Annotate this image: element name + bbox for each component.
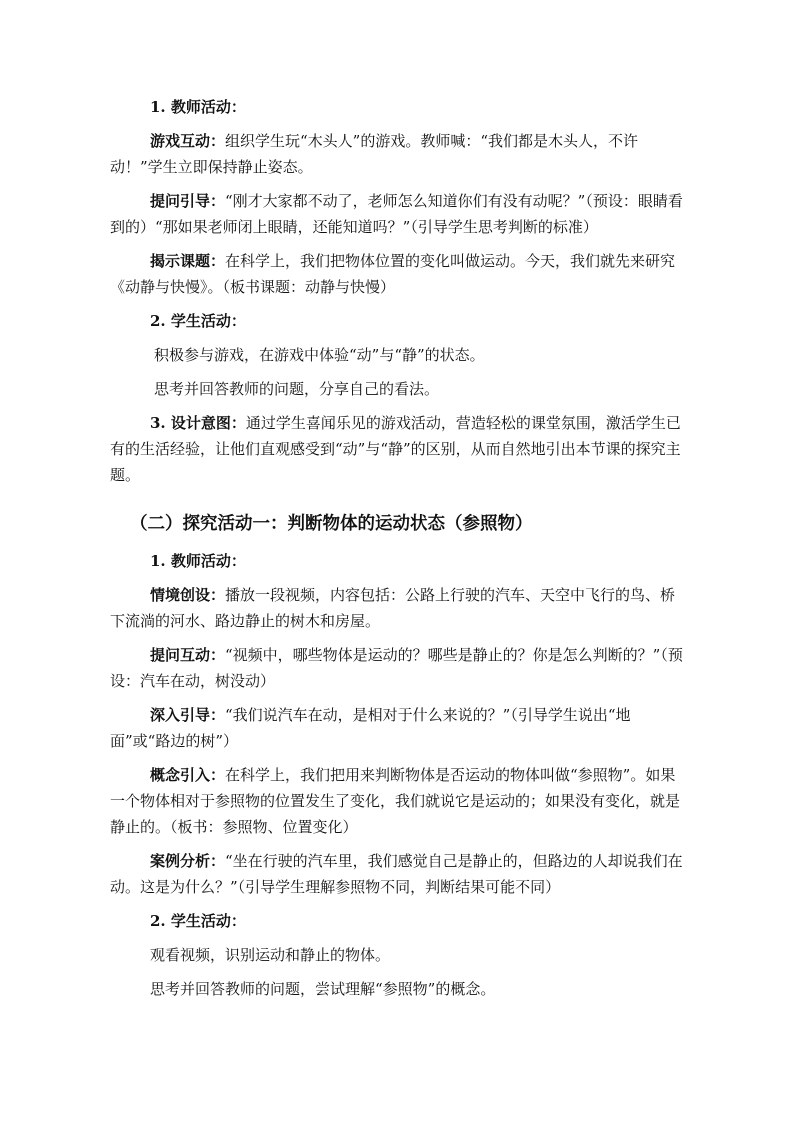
paragraph-deep-guide [110,702,688,754]
paragraph-text: 通过学生喜闻乐见的游戏活动，营造轻松的课堂氛围，激活学生已有的生活经验，让他们直观感受到“动”与“静”的区别，从而自然地引出本节课的探究主题。 [110,414,681,484]
paragraph-design-intent [110,410,688,488]
student-activity-heading [110,908,688,934]
paragraph-label: 提问引导： [150,192,226,210]
paragraph-text: “坐在行驶的汽车里，我们感觉自己是静止的，但路边的人却说我们在动。这是为什么？”（引导学生理解参照物不同，判断结果可能不同） [110,852,683,896]
student-activity-item: 积极参与游戏，在游戏中体验“动”与“静”的状态。 [154,346,485,364]
paragraph-text: 组织学生玩“木头人”的游戏。教师喊：“我们都是木头人，不许动！”学生立即保持静止姿态。 [110,132,639,176]
student-activity-item: 思考并回答教师的问题，尝试理解“参照物”的概念。 [150,980,496,998]
student-activity-item: 思考并回答教师的问题，分享自己的看法。 [154,380,440,398]
paragraph-reveal-topic [110,248,688,300]
paragraph-case-analysis [110,848,688,900]
section-title: （二）探究活动一：判断物体的运动状态（参照物） [130,514,533,534]
paragraph-scenario [110,582,688,634]
paragraph-text: 在科学上，我们把用来判断物体是否运动的物体叫做“参照物”。如果一个物体相对于参照物的位置发生了变化，我们就说它是运动的；如果没有变化，就是静止的。（板书：参照物、位置变化） [110,766,681,836]
paragraph-text: “视频中，哪些物体是运动的？哪些是静止的？你是怎么判断的？”（预设：汽车在动，树没动） [110,646,683,690]
teacher-activity-heading [110,94,688,120]
student-activity-item: 观看视频，识别运动和静止的物体。 [150,946,391,964]
paragraph-label: 提问互动： [150,646,226,664]
paragraph-text: “刚才大家都不动了，老师怎么知道你们有没有动呢？”（预设：眼睛看到的）“那如果老师闭上眼睛，还能知道吗？”（引导学生思考判断的标准） [110,192,683,236]
paragraph-question-interaction [110,642,688,694]
heading-text: 2. 学生活动： [150,312,246,330]
paragraph-label: 游戏互动： [150,132,226,150]
paragraph-concept-intro [110,762,688,840]
paragraph-text: 播放一段视频，内容包括：公路上行驶的汽车、天空中飞行的鸟、桥下流淌的河水、路边静止的树木和房屋。 [110,586,676,630]
heading-text: 2. 学生活动： [150,912,246,930]
teacher-activity-heading [110,548,688,574]
paragraph-label: 概念引入： [150,766,226,784]
paragraph-game-interaction [110,128,688,180]
heading-text: 1. 教师活动： [150,552,246,570]
paragraph-label: 揭示课题： [150,252,226,270]
paragraph-text: “我们说汽车在动，是相对于什么来说的？”（引导学生说出“地面”或“路边的树”） [110,706,631,750]
document-body [110,94,688,1010]
student-activity-heading [110,308,688,334]
paragraph-label: 深入引导： [150,706,226,724]
paragraph-text: 在科学上，我们把物体位置的变化叫做运动。今天，我们就先来研究《动静与快慢》。（板书课题：动静与快慢） [110,252,676,296]
paragraph-label: 案例分析： [150,852,226,870]
paragraph-question-guide [110,188,688,240]
paragraph-label: 情境创设： [150,586,226,604]
heading-text: 1. 教师活动： [150,98,246,116]
paragraph-label: 3. 设计意图： [150,414,246,432]
